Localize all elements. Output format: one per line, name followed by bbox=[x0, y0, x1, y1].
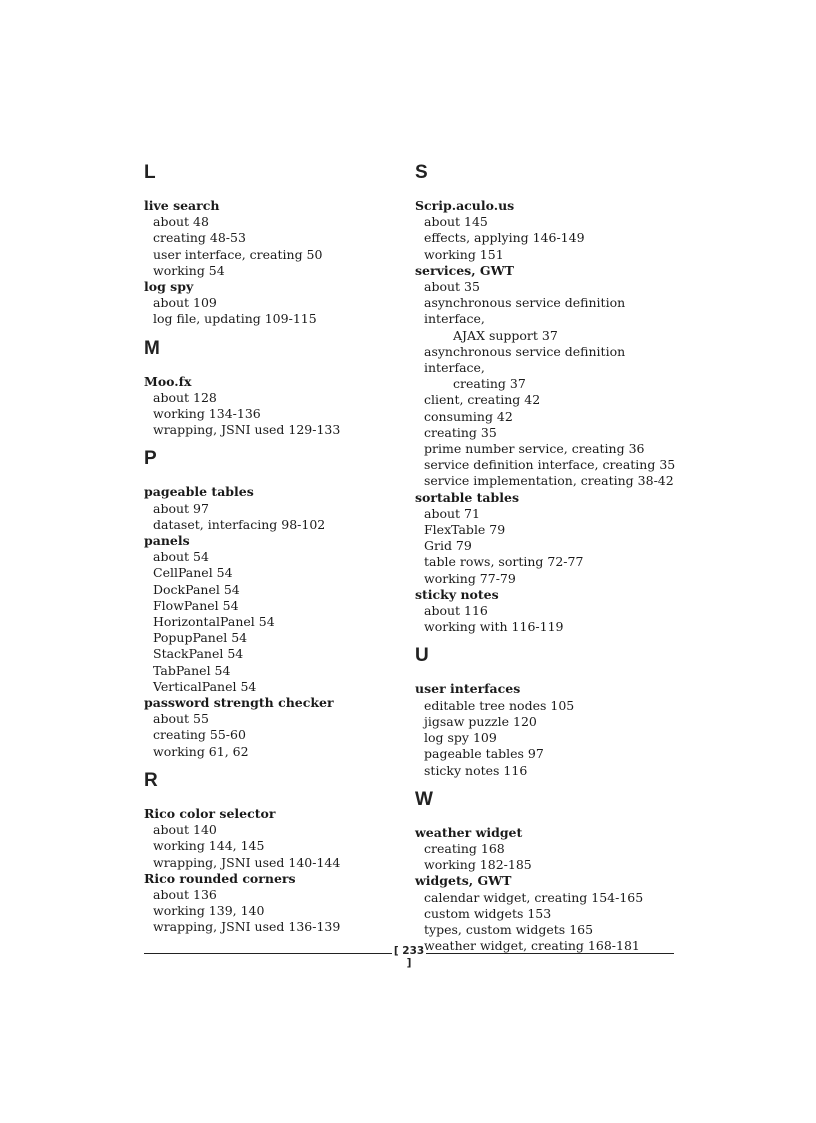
section-letter: S bbox=[415, 162, 428, 183]
index-section-l bbox=[144, 160, 406, 328]
index-subentry: about 128 bbox=[153, 389, 217, 405]
index-subentry: weather widget, creating 168-181 bbox=[424, 938, 640, 954]
index-subentry: about 145 bbox=[424, 214, 488, 230]
index-subentry: service implementation, creating 38-42 bbox=[424, 473, 674, 489]
index-subentry: CellPanel 54 bbox=[153, 565, 233, 581]
index-subentry: prime number service, creating 36 bbox=[424, 441, 645, 457]
index-subentry: wrapping, JSNI used 140-144 bbox=[153, 854, 341, 870]
index-section-w bbox=[415, 787, 677, 955]
index-subentry: HorizontalPanel 54 bbox=[153, 614, 275, 630]
index-subentry: effects, applying 146-149 bbox=[424, 230, 585, 246]
index-subentry: FlexTable 79 bbox=[424, 522, 506, 538]
index-column-left bbox=[144, 160, 406, 936]
index-subentry: working 139, 140 bbox=[153, 903, 265, 919]
section-letter: L bbox=[144, 162, 156, 183]
index-subentry: about 140 bbox=[153, 822, 217, 838]
index-subentry: working 182-185 bbox=[424, 857, 532, 873]
index-subentry: log spy 109 bbox=[424, 730, 497, 746]
index-term: user interfaces bbox=[415, 681, 521, 697]
section-letter: M bbox=[144, 337, 160, 359]
index-subentry: about 136 bbox=[153, 886, 217, 902]
index-subentry: wrapping, JSNI used 129-133 bbox=[153, 422, 341, 438]
index-subentry: wrapping, JSNI used 136-139 bbox=[153, 919, 341, 935]
index-term: live search bbox=[144, 198, 220, 213]
index-term: panels bbox=[144, 533, 190, 549]
index-subentry: user interface, creating 50 bbox=[153, 246, 323, 262]
index-subentry: FlowPanel 54 bbox=[153, 597, 239, 613]
index-term: password strength checker bbox=[144, 695, 334, 711]
index-subentry: calendar widget, creating 154-165 bbox=[424, 889, 644, 905]
index-subentry: TabPanel 54 bbox=[153, 662, 231, 678]
section-letter: P bbox=[144, 448, 157, 470]
index-subentry: creating 35 bbox=[424, 424, 497, 440]
index-term: weather widget bbox=[415, 824, 523, 840]
index-term: sortable tables bbox=[415, 489, 519, 505]
section-letter: U bbox=[415, 645, 429, 667]
index-subentry: working 144, 145 bbox=[153, 838, 265, 854]
index-subentry: service definition interface, creating 35 bbox=[424, 457, 676, 473]
index-subentry-continuation: AJAX support 37 bbox=[453, 327, 558, 343]
index-subentry-continuation: creating 37 bbox=[453, 376, 526, 392]
index-subentry: working with 116-119 bbox=[424, 619, 564, 635]
index-subentry: about 55 bbox=[153, 711, 209, 727]
index-subentry: working 134-136 bbox=[153, 406, 261, 422]
index-subentry: about 48 bbox=[153, 214, 209, 230]
index-term: services, GWT bbox=[415, 262, 514, 278]
index-term: log spy bbox=[144, 279, 194, 295]
index-subentry: types, custom widgets 165 bbox=[424, 921, 594, 937]
index-subentry: StackPanel 54 bbox=[153, 646, 244, 662]
section-letter: R bbox=[144, 769, 158, 791]
index-term: Moo.fx bbox=[144, 373, 192, 389]
index-subentry: Grid 79 bbox=[424, 538, 472, 554]
index-subentry: DockPanel 54 bbox=[153, 581, 240, 597]
index-subentry: pageable tables 97 bbox=[424, 746, 544, 762]
index-subentry: PopupPanel 54 bbox=[153, 630, 248, 646]
index-subentry: log file, updating 109-115 bbox=[153, 311, 317, 327]
index-section-s bbox=[415, 160, 677, 635]
index-subentry: working 151 bbox=[424, 246, 504, 262]
index-subentry: working 77-79 bbox=[424, 570, 516, 586]
index-subentry: working 54 bbox=[153, 262, 225, 278]
section-letter: W bbox=[415, 788, 433, 810]
index-section-m bbox=[144, 336, 406, 439]
index-subentry: about 109 bbox=[153, 295, 217, 311]
index-subentry: creating 48-53 bbox=[153, 230, 246, 246]
index-term: pageable tables bbox=[144, 484, 254, 500]
index-subentry: about 35 bbox=[424, 279, 480, 295]
index-subentry: about 116 bbox=[424, 603, 488, 619]
index-subentry: VerticalPanel 54 bbox=[153, 678, 257, 694]
index-term: Scrip.aculo.us bbox=[415, 198, 515, 213]
index-subentry: creating 168 bbox=[424, 840, 505, 856]
index-subentry: about 97 bbox=[153, 500, 209, 516]
index-subentry: about 71 bbox=[424, 505, 480, 521]
index-subentry: sticky notes 116 bbox=[424, 762, 528, 778]
footer-rule-left bbox=[144, 953, 392, 954]
index-subentry: dataset, interfacing 98-102 bbox=[153, 516, 326, 532]
index-subentry: editable tree nodes 105 bbox=[424, 697, 575, 713]
page-number: [ 233 ] bbox=[393, 945, 425, 969]
index-section-u bbox=[415, 643, 677, 778]
index-term: sticky notes bbox=[415, 586, 499, 602]
footer-rule-right bbox=[426, 953, 674, 954]
index-subentry: working 61, 62 bbox=[153, 743, 249, 759]
index-subentry: creating 55-60 bbox=[153, 727, 246, 743]
page-footer bbox=[144, 945, 674, 969]
index-subentry: consuming 42 bbox=[424, 408, 513, 424]
index-column-right bbox=[415, 160, 677, 954]
index-subentry: about 54 bbox=[153, 549, 209, 565]
index-subentry: table rows, sorting 72-77 bbox=[424, 554, 584, 570]
index-term: widgets, GWT bbox=[415, 873, 512, 889]
index-section-p bbox=[144, 446, 406, 759]
index-section-r bbox=[144, 768, 406, 936]
index-subentry: client, creating 42 bbox=[424, 392, 541, 408]
index-subentry: jigsaw puzzle 120 bbox=[424, 713, 537, 729]
index-subentry: asynchronous service definition interface, bbox=[424, 295, 626, 327]
index-subentry: asynchronous service definition interface, bbox=[424, 343, 626, 376]
index-term: Rico rounded corners bbox=[144, 870, 296, 886]
index-term: Rico color selector bbox=[144, 805, 276, 821]
index-subentry: custom widgets 153 bbox=[424, 905, 552, 921]
